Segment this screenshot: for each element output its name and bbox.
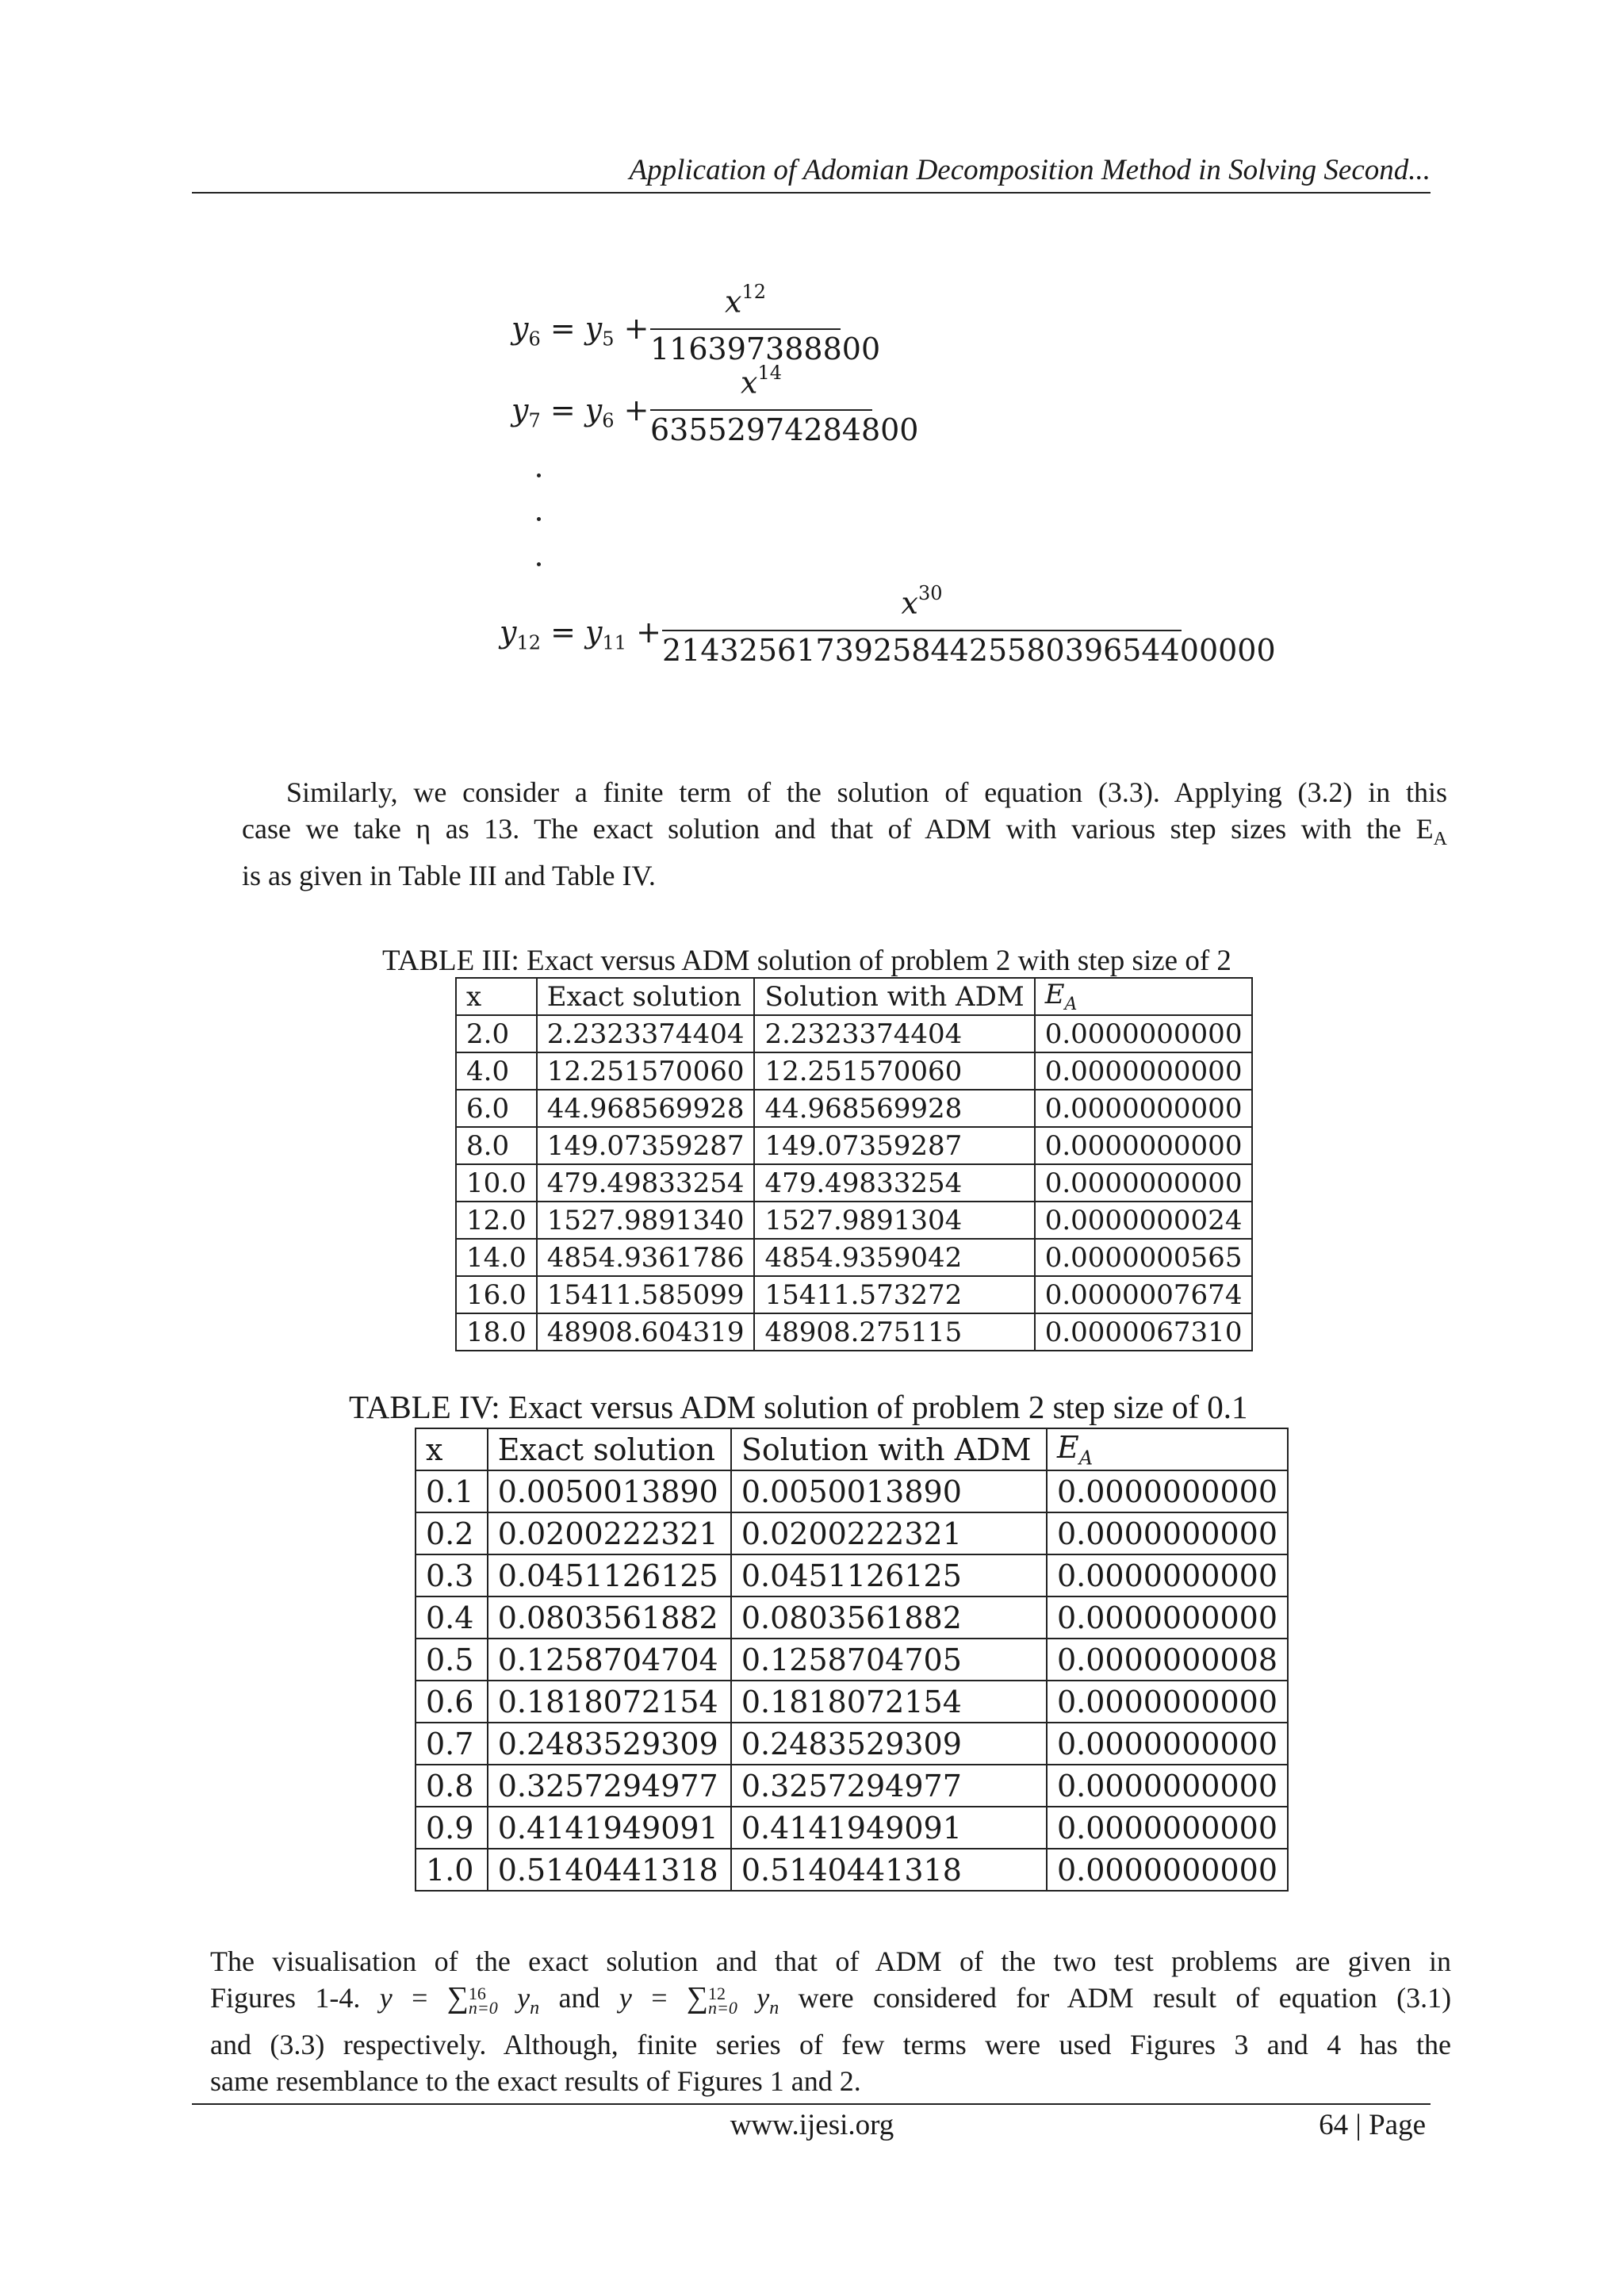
table-cell: 0.1818072154 [731, 1681, 1047, 1723]
footer-page-number: 64 | Page [1319, 2109, 1426, 2141]
table-cell: 15411.585099 [537, 1276, 755, 1313]
table-cell: 0.0000000000 [1047, 1512, 1288, 1554]
table-cell: 0.9 [416, 1807, 488, 1849]
table-row [456, 1090, 1252, 1127]
footer-rule [192, 2103, 1431, 2105]
table-row [456, 1052, 1252, 1090]
table-cell: 0.0000007674 [1035, 1276, 1253, 1313]
table4 [415, 1428, 1289, 1892]
table3-header-row [456, 978, 1252, 1015]
table-cell: 0.1 [416, 1470, 488, 1512]
table-row [416, 1723, 1288, 1765]
table-cell: 12.251570060 [754, 1052, 1034, 1090]
table-cell: 0.6 [416, 1681, 488, 1723]
table-row [456, 1276, 1252, 1313]
table-cell: 12.251570060 [537, 1052, 755, 1090]
paragraph-line: is as given in Table III and Table IV. [242, 860, 656, 892]
table-row [456, 1202, 1252, 1239]
table-cell: 0.0803561882 [731, 1596, 1047, 1639]
table-cell: 0.0000000008 [1047, 1639, 1288, 1681]
table-cell: 0.0000000000 [1047, 1681, 1288, 1723]
table-cell: 0.0000000565 [1035, 1239, 1253, 1276]
table-cell: 1527.9891304 [754, 1202, 1034, 1239]
table-row [416, 1554, 1288, 1596]
table-cell: 149.07359287 [537, 1127, 755, 1164]
table-cell: 1527.9891340 [537, 1202, 755, 1239]
table-cell: 0.2483529309 [731, 1723, 1047, 1765]
table-cell: 1.0 [416, 1849, 488, 1891]
table-cell: 2.2323374404 [754, 1015, 1034, 1052]
table-row [456, 1164, 1252, 1202]
table-cell: 4854.9359042 [754, 1239, 1034, 1276]
table-cell: 0.2483529309 [488, 1723, 731, 1765]
table-cell: 10.0 [456, 1164, 537, 1202]
table-cell: 0.0000000000 [1047, 1849, 1288, 1891]
equation-y12-lhs: $y_{12} = y_{11}$ + [500, 615, 661, 654]
table3-header-exact: Exact solution [537, 978, 755, 1015]
table-cell: 4854.9361786 [537, 1239, 755, 1276]
table4-header-x: x [416, 1428, 488, 1470]
table-cell: 0.0200222321 [731, 1512, 1047, 1554]
table-row [416, 1765, 1288, 1807]
table-cell: 4.0 [456, 1052, 537, 1090]
table-row [456, 1313, 1252, 1351]
table-cell: 0.7 [416, 1723, 488, 1765]
equation-y7-numerator: $x^{14}$ [741, 362, 782, 401]
table-cell: 0.0050013890 [488, 1470, 731, 1512]
table-cell: 2.0 [456, 1015, 537, 1052]
table-cell: 0.0000000000 [1047, 1723, 1288, 1765]
table-cell: 0.0451126125 [488, 1554, 731, 1596]
paragraph-line-with-sums: Figures 1-4. y = ∑16 n=0 $y_n$ and y = ∑12 n=0 $y_n$ were considered for ADM result of equation (3.1) [210, 1981, 1452, 2019]
table3-caption: TABLE III: Exact versus ADM solution of problem 2 with step size of 2 [382, 945, 1231, 977]
table-cell: 0.0451126125 [731, 1554, 1047, 1596]
table-cell: 16.0 [456, 1276, 537, 1313]
table-cell: 8.0 [456, 1127, 537, 1164]
table-cell: 149.07359287 [754, 1127, 1034, 1164]
table-cell: 0.3257294977 [731, 1765, 1047, 1807]
table-row [456, 1127, 1252, 1164]
table-cell: 44.968569928 [537, 1090, 755, 1127]
equation-y6-denominator: 116397388800 [650, 332, 881, 366]
table-cell: 48908.604319 [537, 1313, 755, 1351]
table-cell: 18.0 [456, 1313, 537, 1351]
table3-header-ea: $E_A$ [1035, 978, 1253, 1015]
table4-header-adm: Solution with ADM [731, 1428, 1047, 1470]
table-cell: 0.0000000000 [1035, 1164, 1253, 1202]
table-cell: 0.0000000000 [1035, 1090, 1253, 1127]
table-cell: 0.4141949091 [488, 1807, 731, 1849]
table3 [455, 977, 1253, 1351]
ellipsis-dot [537, 517, 541, 521]
table-cell: 6.0 [456, 1090, 537, 1127]
table-cell: 0.5 [416, 1639, 488, 1681]
table-cell: 0.0000000000 [1035, 1127, 1253, 1164]
table-cell: 0.2 [416, 1512, 488, 1554]
table-row [416, 1596, 1288, 1639]
equation-y7-lhs: $y_7 = y_6$ + [511, 393, 649, 432]
equation-y12-numerator: $x^{30}$ [901, 582, 943, 621]
paragraph-line: case we take η as 13. The exact solution and that of ADM with various step sizes with the $E_A$ [242, 813, 1447, 850]
table-cell: 2.2323374404 [537, 1015, 755, 1052]
table-row [456, 1239, 1252, 1276]
table-cell: 479.49833254 [537, 1164, 755, 1202]
table-cell: 44.968569928 [754, 1090, 1034, 1127]
table-cell: 0.5140441318 [731, 1849, 1047, 1891]
table-cell: 0.0200222321 [488, 1512, 731, 1554]
table-cell: 0.0000000000 [1047, 1596, 1288, 1639]
paragraph-visualisation [210, 1943, 1451, 2099]
table4-header-ea: $E_A$ [1047, 1428, 1288, 1470]
equation-y6-numerator: $x^{12}$ [725, 281, 766, 320]
table4-header-exact: Exact solution [488, 1428, 731, 1470]
equation-y12-denominator: 21432561739258442558039654400000 [662, 633, 1276, 668]
equation-block [0, 0, 1624, 714]
table-row [416, 1849, 1288, 1891]
equation-y7-denominator: 63552974284800 [650, 412, 919, 447]
equation-y6-lhs: $y_6 = y_5$ + [511, 311, 649, 351]
paragraph-line: same resemblance to the exact results of Figures 1 and 2. [210, 2065, 861, 2098]
table3-header-x: x [456, 978, 537, 1015]
table-row [416, 1470, 1288, 1512]
table-cell: 0.0000067310 [1035, 1313, 1253, 1351]
table-cell: 48908.275115 [754, 1313, 1034, 1351]
ellipsis-dot [537, 473, 541, 477]
table-cell: 479.49833254 [754, 1164, 1034, 1202]
footer-website: www.ijesi.org [730, 2109, 894, 2141]
table-cell: 0.5140441318 [488, 1849, 731, 1891]
table-cell: 0.0000000000 [1047, 1807, 1288, 1849]
table-cell: 0.1258704705 [731, 1639, 1047, 1681]
table-row [416, 1639, 1288, 1681]
equation-y12-fraction-bar [662, 630, 1182, 631]
table4-header-row [416, 1428, 1288, 1470]
equation-y7-fraction-bar [650, 409, 872, 411]
paragraph-line: and (3.3) respectively. Although, finite series of few terms were used Figures 3 and 4 has the [210, 2029, 1451, 2061]
ellipsis-dot [537, 562, 541, 566]
table-cell: 0.4 [416, 1596, 488, 1639]
paragraph-line: Similarly, we consider a finite term of the solution of equation (3.3). Applying (3.2) in this [286, 776, 1447, 808]
table-row [416, 1681, 1288, 1723]
table-cell: 0.8 [416, 1765, 488, 1807]
table-row [416, 1512, 1288, 1554]
paragraph-similarly [242, 774, 1447, 894]
table-cell: 14.0 [456, 1239, 537, 1276]
equation-y6-fraction-bar [650, 328, 841, 330]
table-cell: 0.0000000000 [1047, 1554, 1288, 1596]
table-cell: 0.0803561882 [488, 1596, 731, 1639]
paragraph-line: The visualisation of the exact solution and that of ADM of the two test problems are given in [210, 1945, 1451, 1977]
table-row [456, 1015, 1252, 1052]
table-cell: 0.3 [416, 1554, 488, 1596]
table-cell: 0.0000000000 [1047, 1765, 1288, 1807]
table-cell: 0.0000000000 [1047, 1470, 1288, 1512]
table3-header-adm: Solution with ADM [754, 978, 1034, 1015]
table-cell: 0.0050013890 [731, 1470, 1047, 1512]
table-cell: 0.0000000024 [1035, 1202, 1253, 1239]
table-row [416, 1807, 1288, 1849]
table-cell: 12.0 [456, 1202, 537, 1239]
table-cell: 0.0000000000 [1035, 1015, 1253, 1052]
table-cell: 0.1258704704 [488, 1639, 731, 1681]
table-cell: 0.1818072154 [488, 1681, 731, 1723]
running-header-title: Application of Adomian Decomposition Method in Solving Second... [629, 154, 1431, 186]
table-cell: 0.4141949091 [731, 1807, 1047, 1849]
table-cell: 15411.573272 [754, 1276, 1034, 1313]
table-cell: 0.3257294977 [488, 1765, 731, 1807]
table4-caption: TABLE IV: Exact versus ADM solution of problem 2 step size of 0.1 [349, 1389, 1248, 1425]
table-cell: 0.0000000000 [1035, 1052, 1253, 1090]
